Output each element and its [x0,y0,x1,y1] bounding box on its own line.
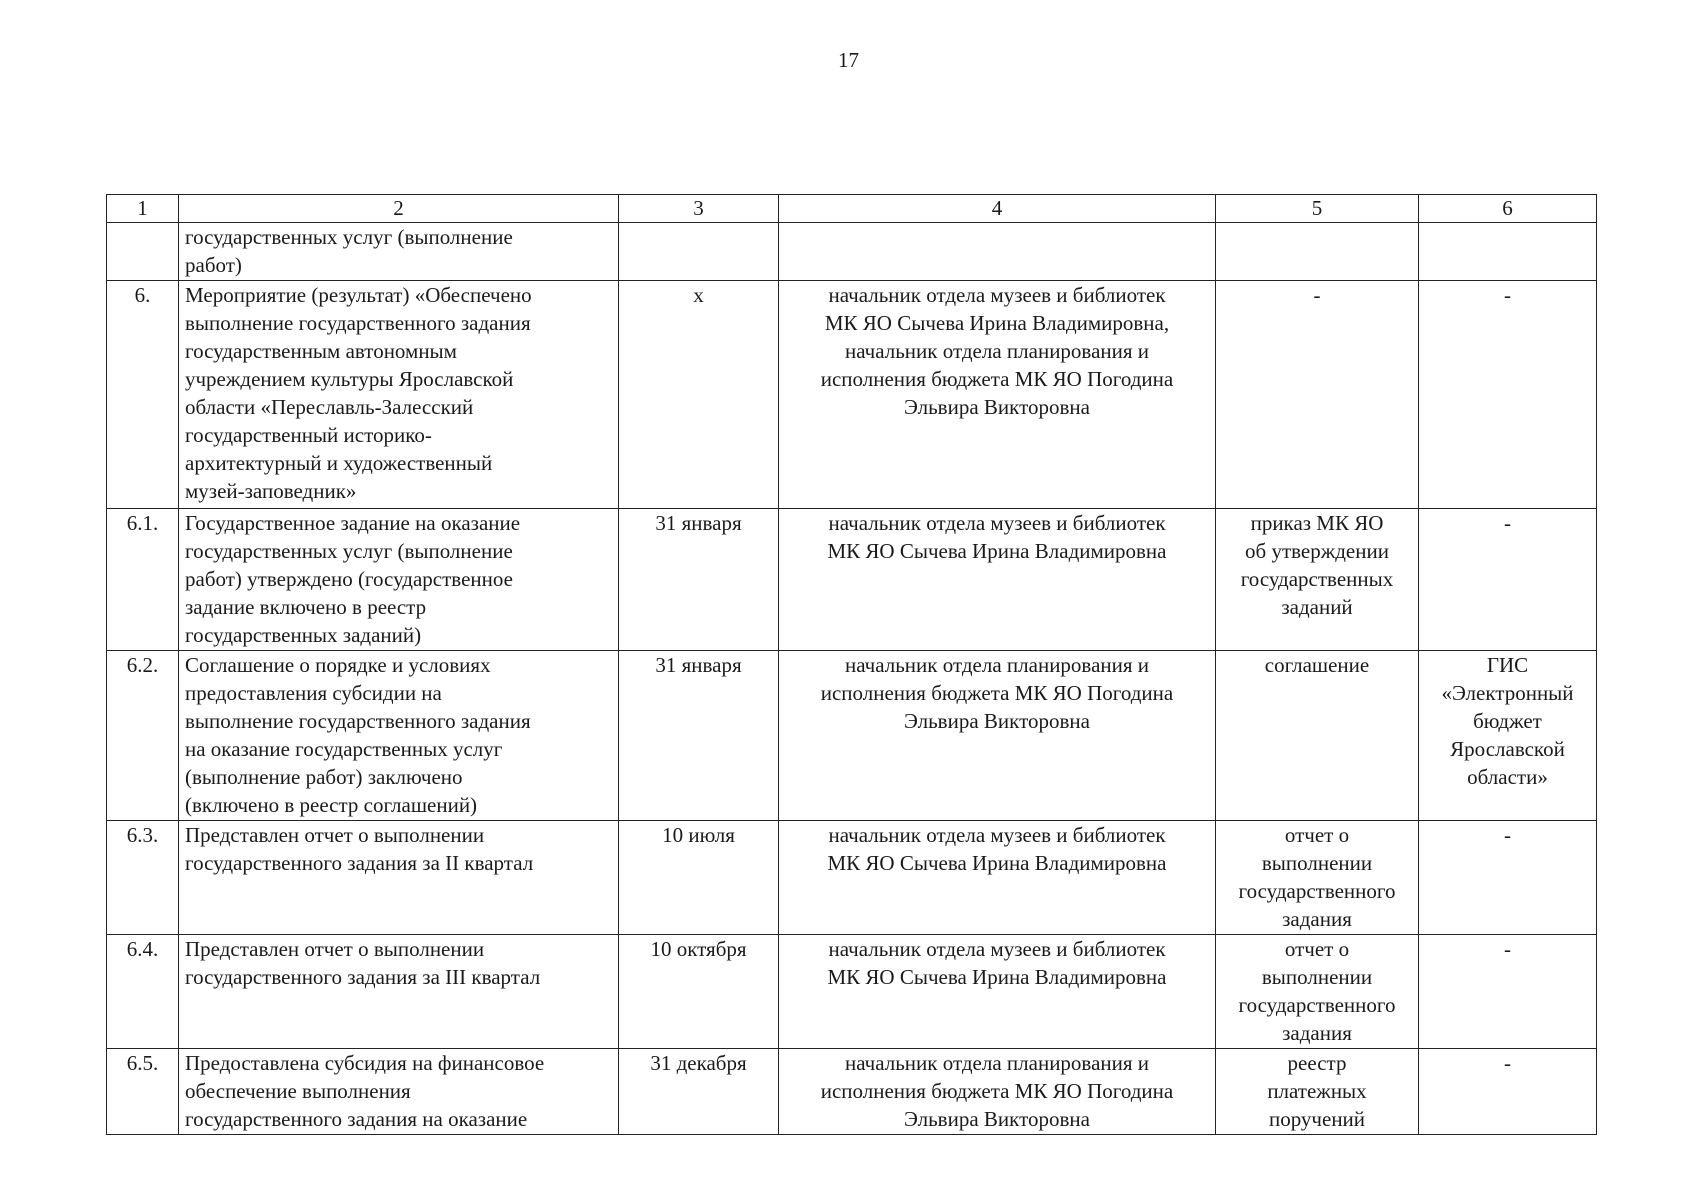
row-number-cell: 6.2. [107,651,179,821]
document-cell: - [1216,281,1419,509]
event-cell: государственных услуг (выполнение работ) [179,223,619,281]
date-cell: 10 июля [619,821,779,935]
document-cell: приказ МК ЯО об утверждении государственных заданий [1216,509,1419,651]
column-header-4: 4 [779,195,1216,223]
date-cell: 31 декабря [619,1049,779,1135]
row-number-cell: 6.3. [107,821,179,935]
table-row [107,1049,1597,1135]
table-row [107,935,1597,1049]
table-row [107,281,1597,509]
event-cell: Представлен отчет о выполнении государственного задания за III квартал [179,935,619,1049]
document-cell: отчет о выполнении государственного задания [1216,821,1419,935]
event-cell: Предоставлена субсидия на финансовое обеспечение выполнения государственного задания на оказание [179,1049,619,1135]
responsible-cell: начальник отдела планирования и исполнения бюджета МК ЯО Погодина Эльвира Викторовна [779,1049,1216,1135]
date-cell: х [619,281,779,509]
table-header-row [107,195,1597,223]
row-number-cell [107,223,179,281]
column-header-3: 3 [619,195,779,223]
event-cell: Соглашение о порядке и условиях предоставления субсидии на выполнение государственного задания на оказание государственных услуг (выполнение работ) заключено (включено в реестр соглашений) [179,651,619,821]
document-cell: соглашение [1216,651,1419,821]
system-cell [1419,223,1597,281]
event-cell: Представлен отчет о выполнении государственного задания за II квартал [179,821,619,935]
system-cell: - [1419,935,1597,1049]
date-cell: 10 октября [619,935,779,1049]
column-header-6: 6 [1419,195,1597,223]
event-cell: Мероприятие (результат) «Обеспечено выполнение государственного задания государственным автономным учреждением культуры Ярославской области «Переславль-Залесский государственный историко- архитектурный и художественный музей-заповедник» [179,281,619,509]
system-cell: - [1419,821,1597,935]
responsible-cell: начальник отдела музеев и библиотек МК ЯО Сычева Ирина Владимировна, начальник отдела планирования и исполнения бюджета МК ЯО Погодина Эльвира Викторовна [779,281,1216,509]
system-cell: ГИС «Электронный бюджет Ярославской области» [1419,651,1597,821]
table-row [107,821,1597,935]
date-cell [619,223,779,281]
responsible-cell: начальник отдела музеев и библиотек МК ЯО Сычева Ирина Владимировна [779,935,1216,1049]
document-cell [1216,223,1419,281]
page-number: 17 [838,48,859,72]
system-cell: - [1419,509,1597,651]
row-number-cell: 6.1. [107,509,179,651]
plan-table [106,194,1597,1135]
table-row [107,223,1597,281]
responsible-cell: начальник отдела музеев и библиотек МК ЯО Сычева Ирина Владимировна [779,509,1216,651]
document-cell: отчет о выполнении государственного задания [1216,935,1419,1049]
system-cell: - [1419,1049,1597,1135]
responsible-cell: начальник отдела планирования и исполнения бюджета МК ЯО Погодина Эльвира Викторовна [779,651,1216,821]
event-cell: Государственное задание на оказание государственных услуг (выполнение работ) утверждено (государственное задание включено в реестр государственных заданий) [179,509,619,651]
date-cell: 31 января [619,509,779,651]
row-number-cell: 6.4. [107,935,179,1049]
table-row [107,651,1597,821]
responsible-cell [779,223,1216,281]
column-header-2: 2 [179,195,619,223]
date-cell: 31 января [619,651,779,821]
row-number-cell: 6.5. [107,1049,179,1135]
system-cell: - [1419,281,1597,509]
column-header-1: 1 [107,195,179,223]
responsible-cell: начальник отдела музеев и библиотек МК ЯО Сычева Ирина Владимировна [779,821,1216,935]
column-header-5: 5 [1216,195,1419,223]
table-row [107,509,1597,651]
document-cell: реестр платежных поручений [1216,1049,1419,1135]
row-number-cell: 6. [107,281,179,509]
